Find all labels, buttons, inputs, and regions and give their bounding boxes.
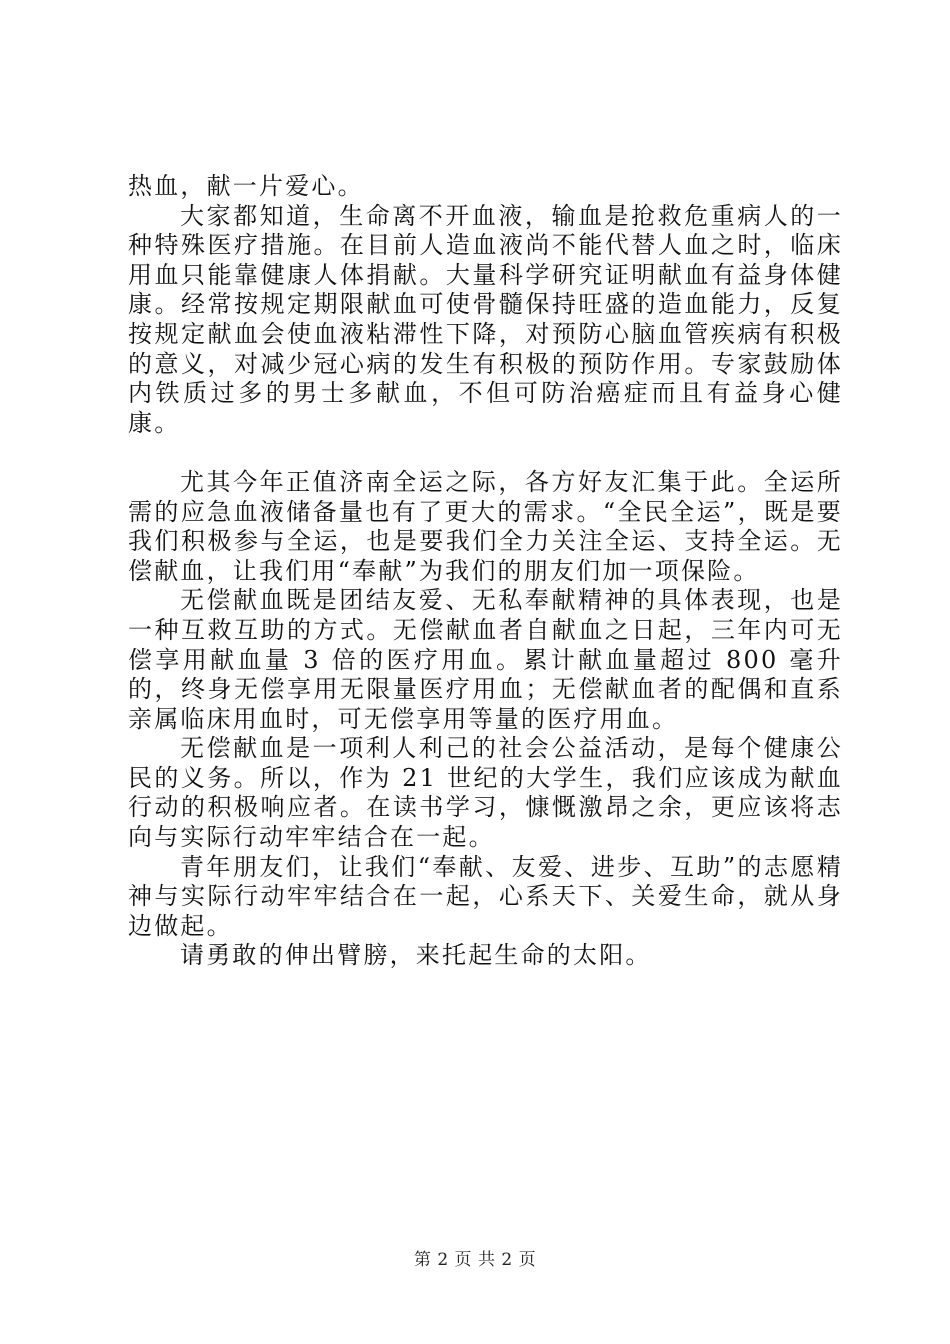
page-footer: 第 2 页 共 2 页 — [413, 1250, 537, 1270]
paragraph-closing: 请勇敢的伸出臂膀，来托起生命的太阳。 — [180, 941, 652, 970]
paragraph-public-welfare: 无偿献血是一项利人利己的社会公益活动，是每个健康公民的义务。所以，作为 21 世纪的大学生，我们应该成为献血行动的积极响应者。在读书学习，慷慨激昂之余，更应该将志向与实际行动牢牢结合在一起。 — [128, 734, 843, 852]
paragraph-donation-benefits: 无偿献血既是团结友爱、无私奉献精神的具体表现，也是一种互救互助的方式。无偿献血者自献血之日起，三年内可无偿享用献血量 3 倍的医疗用血。累计献血量超过 800 毫升的，终身无偿享用无限量医疗用血；无偿献血者的配偶和直系亲属临床用血时，可无偿享用等量的医疗用血。 — [128, 586, 843, 733]
paragraph-youth-call: 青年朋友们，让我们“奉献、友爱、进步、互助”的志愿精神与实际行动牢牢结合在一起，心系天下、关爱生命，就从身边做起。 — [128, 852, 843, 940]
paragraph-national-games: 尤其今年正值济南全运之际，各方好友汇集于此。全运所需的应急血液储备量也有了更大的需求。“全民全运”，既是要我们积极参与全运，也是要我们全力关注全运、支持全运。无偿献血，让我们用“奉献”为我们的朋友们加一项保险。 — [128, 467, 843, 585]
document-body — [128, 172, 843, 971]
paragraph-blood-health: 大家都知道，生命离不开血液，输血是抢救危重病人的一种特殊医疗措施。在目前人造血液尚不能代替人血之时，临床用血只能靠健康人体捐献。大量科学研究证明献血有益身体健康。经常按规定期限献血可使骨髓保持旺盛的造血能力，反复按规定献血会使血液粘滞性下降，对预防心脑血管疾病有积极的意义，对减少冠心病的发生有积极的预防作用。专家鼓励体内铁质过多的男士多献血，不但可防治癌症而且有益身心健康。 — [128, 201, 843, 437]
paragraph-continuation: 热血，献一片爱心。 — [128, 172, 364, 200]
